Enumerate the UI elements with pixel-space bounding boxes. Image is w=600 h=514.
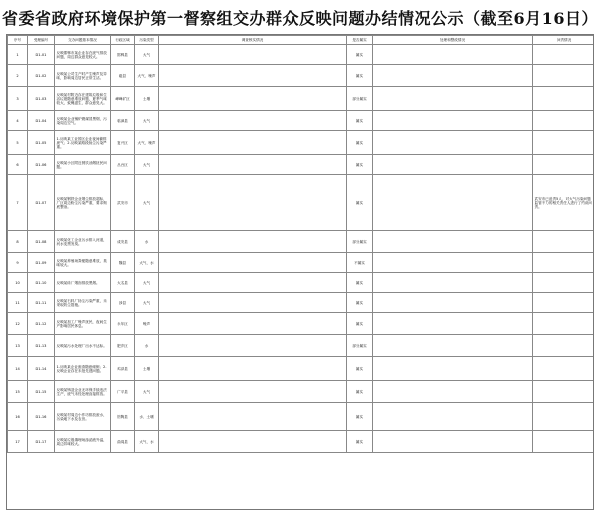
cell-measure bbox=[373, 253, 533, 273]
cell-issue: 反映某企业锅炉燃煤冒黑烟，污染周边空气。 bbox=[55, 111, 111, 131]
cell-area: 丛台区 bbox=[111, 155, 135, 175]
cell-accountability bbox=[533, 357, 595, 381]
cell-accountability bbox=[533, 381, 595, 403]
cell-area: 峰峰矿区 bbox=[111, 87, 135, 111]
cell-is-true: 属实 bbox=[347, 273, 373, 293]
cell-check bbox=[159, 253, 347, 273]
cell-seq: 3 bbox=[8, 87, 28, 111]
cell-issue: 反映某砖厂烟囱排放黑烟。 bbox=[55, 273, 111, 293]
cell-type: 水 bbox=[135, 335, 159, 357]
cell-accountability: 武安市已追责5人，对大气污染问题监管不力的相关责任人进行了约谈问责。 bbox=[533, 175, 595, 231]
cell-seq: 11 bbox=[8, 293, 28, 313]
cell-area: 磁县 bbox=[111, 65, 135, 87]
cell-area: 馆陶县 bbox=[111, 403, 135, 431]
cell-accountability bbox=[533, 131, 595, 155]
cell-seq: 8 bbox=[8, 231, 28, 253]
cell-is-true: 属实 bbox=[347, 45, 373, 65]
cell-accountability bbox=[533, 65, 595, 87]
cell-check bbox=[159, 431, 347, 453]
cell-area: 涉县 bbox=[111, 293, 135, 313]
table-row bbox=[8, 111, 595, 131]
cell-check bbox=[159, 293, 347, 313]
cell-id: D1-11 bbox=[28, 293, 55, 313]
header-area: 行政区域 bbox=[111, 36, 135, 45]
cell-check bbox=[159, 273, 347, 293]
cell-area: 魏县 bbox=[111, 253, 135, 273]
cell-accountability bbox=[533, 111, 595, 131]
cell-seq: 1 bbox=[8, 45, 28, 65]
cell-seq: 10 bbox=[8, 273, 28, 293]
cell-measure bbox=[373, 335, 533, 357]
cell-measure bbox=[373, 45, 533, 65]
cell-area: 复兴区 bbox=[111, 131, 135, 155]
cell-is-true: 属实 bbox=[347, 65, 373, 87]
cell-seq: 14 bbox=[8, 357, 28, 381]
cell-measure bbox=[373, 381, 533, 403]
cell-seq: 4 bbox=[8, 111, 28, 131]
cell-id: D1-05 bbox=[28, 131, 55, 155]
cell-type: 大气 bbox=[135, 381, 159, 403]
header-check: 调查核实情况 bbox=[159, 36, 347, 45]
cell-check bbox=[159, 131, 347, 155]
cell-measure bbox=[373, 155, 533, 175]
cell-type: 大气 bbox=[135, 111, 159, 131]
cell-is-true: 部分属实 bbox=[347, 87, 373, 111]
cell-accountability bbox=[533, 45, 595, 65]
header-seq: 序号 bbox=[8, 36, 28, 45]
header-true: 是否属实 bbox=[347, 36, 373, 45]
cell-measure bbox=[373, 273, 533, 293]
cell-measure bbox=[373, 357, 533, 381]
cell-is-true: 属实 bbox=[347, 131, 373, 155]
cell-is-true: 属实 bbox=[347, 381, 373, 403]
cell-area: 鸡泽县 bbox=[111, 357, 135, 381]
cell-accountability bbox=[533, 403, 595, 431]
cell-issue: 反映某钢铁企业烟尘排放超标，厂区周边粉尘污染严重，要求彻底整治。 bbox=[55, 175, 111, 231]
cell-area: 永年区 bbox=[111, 313, 135, 335]
cell-area: 大名县 bbox=[111, 273, 135, 293]
cell-area: 广平县 bbox=[111, 381, 135, 403]
cell-seq: 16 bbox=[8, 403, 28, 431]
cell-issue: 1.反映某企业废渣随意倾倒；2.反映企业存在未批先建问题。 bbox=[55, 357, 111, 381]
cell-area: 临漳县 bbox=[111, 111, 135, 131]
cell-issue: 反映某铸造企业无环保手续违法生产，废气未经处理直接排放。 bbox=[55, 381, 111, 403]
cell-seq: 15 bbox=[8, 381, 28, 403]
cell-id: D1-06 bbox=[28, 155, 55, 175]
cell-issue: 反映邯郸市某企业存在废气排放问题，周边群众意见较大。 bbox=[55, 45, 111, 65]
cell-is-true: 属实 bbox=[347, 111, 373, 131]
cell-seq: 5 bbox=[8, 131, 28, 155]
cell-is-true: 属实 bbox=[347, 155, 373, 175]
cell-check bbox=[159, 357, 347, 381]
cell-check bbox=[159, 155, 347, 175]
cell-area: 曲周县 bbox=[111, 431, 135, 453]
cell-issue: 1.反映某工业园区企业夜间偷排废气；2.反映某路段扬尘污染严重。 bbox=[55, 131, 111, 155]
cell-seq: 7 bbox=[8, 175, 28, 231]
cell-id: D1-15 bbox=[28, 381, 55, 403]
cell-type: 大气、水 bbox=[135, 253, 159, 273]
cell-id: D1-02 bbox=[28, 65, 55, 87]
cell-area: 肥乡区 bbox=[111, 335, 135, 357]
cell-accountability bbox=[533, 335, 595, 357]
cell-id: D1-07 bbox=[28, 175, 55, 231]
cell-check bbox=[159, 231, 347, 253]
header-account: 问责情况 bbox=[533, 36, 595, 45]
cell-type: 水、土壤 bbox=[135, 403, 159, 431]
cell-id: D1-04 bbox=[28, 111, 55, 131]
cell-area: 成安县 bbox=[111, 231, 135, 253]
cell-is-true: 属实 bbox=[347, 175, 373, 231]
cell-is-true: 部分属实 bbox=[347, 335, 373, 357]
table-row bbox=[8, 273, 595, 293]
cell-accountability bbox=[533, 87, 595, 111]
cell-accountability bbox=[533, 431, 595, 453]
cell-id: D1-14 bbox=[28, 357, 55, 381]
cell-issue: 反映某化工企业污水排入河道，河水变黑发臭。 bbox=[55, 231, 111, 253]
cell-id: D1-09 bbox=[28, 253, 55, 273]
cell-issue: 反映某石料厂扬尘污染严重，未采取防尘措施。 bbox=[55, 293, 111, 313]
cell-is-true: 属实 bbox=[347, 403, 373, 431]
cell-measure bbox=[373, 231, 533, 253]
cell-id: D1-08 bbox=[28, 231, 55, 253]
cell-measure bbox=[373, 403, 533, 431]
cell-id: D1-01 bbox=[28, 45, 55, 65]
table-row bbox=[8, 175, 595, 231]
table-row bbox=[8, 335, 595, 357]
cell-seq: 9 bbox=[8, 253, 28, 273]
table-row bbox=[8, 403, 595, 431]
cell-accountability bbox=[533, 231, 595, 253]
cell-seq: 2 bbox=[8, 65, 28, 87]
cell-is-true: 属实 bbox=[347, 293, 373, 313]
cell-issue: 反映某垃圾填埋场渗滤液外溢，周边异味较大。 bbox=[55, 431, 111, 453]
cell-measure bbox=[373, 111, 533, 131]
cell-is-true: 不属实 bbox=[347, 253, 373, 273]
table-row bbox=[8, 431, 595, 453]
cell-is-true: 属实 bbox=[347, 313, 373, 335]
cell-seq: 6 bbox=[8, 155, 28, 175]
table-row bbox=[8, 313, 595, 335]
header-issue: 交办问题基本情况 bbox=[55, 36, 111, 45]
cell-id: D1-16 bbox=[28, 403, 55, 431]
cell-issue: 反映某污水处理厂出水不达标。 bbox=[55, 335, 111, 357]
cell-id: D1-12 bbox=[28, 313, 55, 335]
cell-id: D1-10 bbox=[28, 273, 55, 293]
cell-check bbox=[159, 65, 347, 87]
cell-type: 大气 bbox=[135, 293, 159, 313]
page-title: 省委省政府环境保护第一督察组交办群众反映问题办结情况公示（截至6月16日） bbox=[2, 8, 598, 28]
cell-check bbox=[159, 381, 347, 403]
cell-accountability bbox=[533, 155, 595, 175]
cell-accountability bbox=[533, 313, 595, 335]
cell-seq: 13 bbox=[8, 335, 28, 357]
cell-accountability bbox=[533, 293, 595, 313]
cell-id: D1-17 bbox=[28, 431, 55, 453]
cell-is-true: 部分属实 bbox=[347, 231, 373, 253]
cell-measure bbox=[373, 131, 533, 155]
cell-check bbox=[159, 175, 347, 231]
cell-check bbox=[159, 87, 347, 111]
header-measure: 处理和整改情况 bbox=[373, 36, 533, 45]
cell-check bbox=[159, 335, 347, 357]
cell-issue: 反映某村附近存在建筑垃圾和生活垃圾随意堆放问题，夏季气味较大，蚊蝇滋生，群众意见大。 bbox=[55, 87, 111, 111]
cell-check bbox=[159, 45, 347, 65]
cell-type: 大气 bbox=[135, 155, 159, 175]
complaint-table-sheet bbox=[6, 34, 594, 510]
table-row bbox=[8, 87, 595, 111]
cell-type: 大气 bbox=[135, 45, 159, 65]
table-row bbox=[8, 357, 595, 381]
cell-issue: 反映某村周边小作坊排放废水，污染地下水及农田。 bbox=[55, 403, 111, 431]
table-row bbox=[8, 65, 595, 87]
cell-type: 土壤 bbox=[135, 357, 159, 381]
table-row bbox=[8, 253, 595, 273]
cell-type: 大气、水 bbox=[135, 431, 159, 453]
table-row bbox=[8, 293, 595, 313]
cell-measure bbox=[373, 175, 533, 231]
cell-seq: 17 bbox=[8, 431, 28, 453]
header-id: 受理编号 bbox=[28, 36, 55, 45]
cell-measure bbox=[373, 293, 533, 313]
cell-id: D1-03 bbox=[28, 87, 55, 111]
cell-type: 大气 bbox=[135, 273, 159, 293]
cell-type: 土壤 bbox=[135, 87, 159, 111]
table-row bbox=[8, 155, 595, 175]
table-row bbox=[8, 45, 595, 65]
cell-check bbox=[159, 403, 347, 431]
cell-area: 武安市 bbox=[111, 175, 135, 231]
cell-accountability bbox=[533, 273, 595, 293]
table-row bbox=[8, 381, 595, 403]
table-row bbox=[8, 231, 595, 253]
cell-measure bbox=[373, 313, 533, 335]
cell-measure bbox=[373, 87, 533, 111]
cell-check bbox=[159, 111, 347, 131]
cell-issue: 反映某加工厂噪声扰民，夜间生产影响居民休息。 bbox=[55, 313, 111, 335]
cell-issue: 反映某养殖场粪便随意堆放，臭味较大。 bbox=[55, 253, 111, 273]
cell-type: 大气 bbox=[135, 175, 159, 231]
cell-check bbox=[159, 313, 347, 335]
header-type: 污染类型 bbox=[135, 36, 159, 45]
cell-type: 大气、噪声 bbox=[135, 65, 159, 87]
complaint-table bbox=[7, 35, 594, 453]
cell-issue: 反映某小区附近餐饮油烟扰民问题。 bbox=[55, 155, 111, 175]
cell-issue: 反映某公司生产时产生噪声及异味，影响周边居民正常生活。 bbox=[55, 65, 111, 87]
table-row bbox=[8, 131, 595, 155]
cell-id: D1-13 bbox=[28, 335, 55, 357]
cell-area: 邯郸县 bbox=[111, 45, 135, 65]
cell-is-true: 属实 bbox=[347, 431, 373, 453]
cell-type: 大气、噪声 bbox=[135, 131, 159, 155]
cell-type: 水 bbox=[135, 231, 159, 253]
cell-seq: 12 bbox=[8, 313, 28, 335]
cell-type: 噪声 bbox=[135, 313, 159, 335]
cell-is-true: 属实 bbox=[347, 357, 373, 381]
cell-accountability bbox=[533, 253, 595, 273]
table-header-row bbox=[8, 36, 595, 45]
cell-measure bbox=[373, 65, 533, 87]
cell-measure bbox=[373, 431, 533, 453]
